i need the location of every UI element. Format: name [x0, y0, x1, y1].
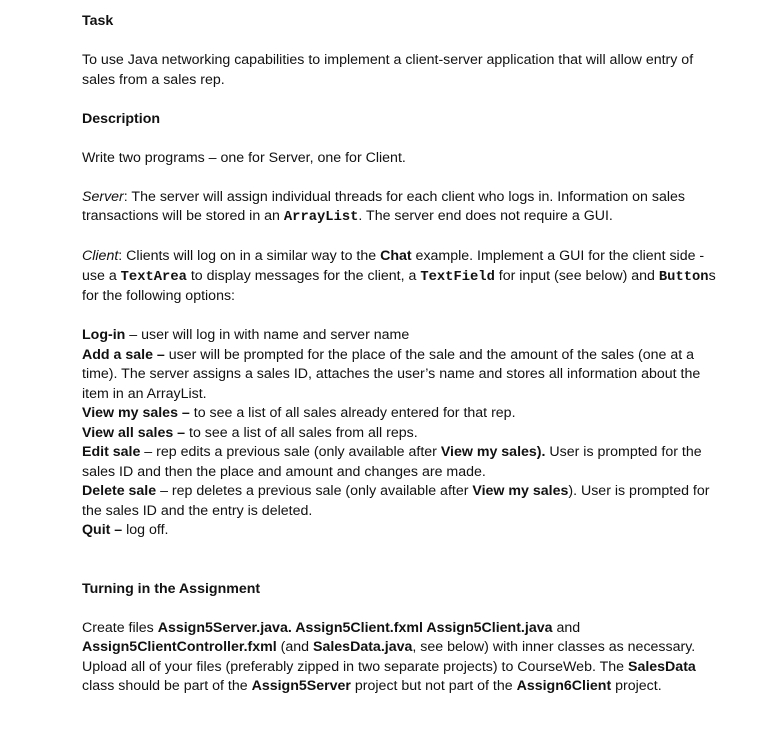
option-delete-sale: Delete sale – rep deletes a previous sale (only available after View my sales). User is prompted for the sales ID and the entry is deleted.: [82, 483, 710, 519]
description-intro: Write two programs – one for Server, one for Client.: [82, 149, 406, 166]
client-paragraph: Client: Clients will log on in a similar way to the Chat example. Implement a GUI for the client side - use a TextArea to display messages for the client, a TextField for input (see below) and Buttons for the following options:: [82, 248, 716, 304]
task-heading: Task: [82, 13, 114, 29]
code-button: Button: [658, 269, 709, 285]
description-heading: Description: [82, 110, 161, 127]
code-textarea: TextArea: [120, 269, 187, 285]
turning-in-body: Create files Assign5Server.java. Assign5Client.fxml Assign5Client.java and Assign5ClientController.fxml (and SalesData.java, see below) with inner classes as necessary. Upload all of your files (preferably zipped in two separate projects) to CourseWeb. The SalesData class should be part of the Assign5Server project but not part of the Assign6Client project.: [82, 619, 696, 694]
option-add-sale: Add a sale – user will be prompted for the place of the sale and the amount of the sales (one at a time). The server assigns a sales ID, attaches the user’s name and stores all information about the item in an ArrayList.: [82, 346, 701, 402]
code-arraylist: ArrayList: [283, 210, 359, 225]
server-paragraph: Server: The server will assign individual threads for each client who logs in. Information on sales transactions will be stored in an ArrayList. The server end does not require a GUI.: [82, 188, 686, 225]
turning-in-heading: Turning in the Assignment: [82, 580, 261, 597]
client-label: Client: [82, 248, 119, 264]
option-quit: Quit – log off.: [82, 522, 169, 538]
option-view-my-sales: View my sales – to see a list of all sales already entered for that rep.: [82, 405, 516, 421]
code-textfield: TextField: [420, 269, 495, 285]
document-page: [82, 12, 722, 697]
server-label: Server: [82, 188, 124, 205]
option-edit-sale: Edit sale – rep edits a previous sale (only available after View my sales). User is prompted for the sales ID and then the place and amount and changes are made.: [82, 444, 702, 480]
chat-ref: Chat: [380, 248, 412, 264]
option-login: Log-in – user will log in with name and server name: [82, 327, 410, 343]
task-body: To use Java networking capabilities to implement a client-server application that will allow entry of sales from a sales rep.: [82, 52, 694, 88]
option-view-all-sales: View all sales – to see a list of all sales from all reps.: [82, 424, 418, 441]
